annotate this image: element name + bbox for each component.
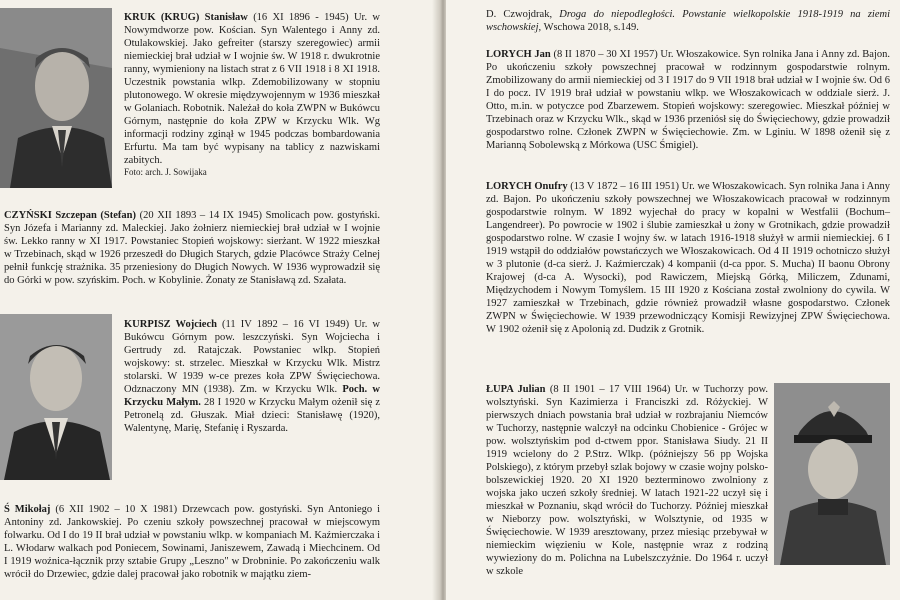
entry-lupa-name: ŁUPA Julian bbox=[486, 384, 546, 395]
entry-lorych-jan bbox=[486, 48, 890, 152]
entry-lorych-onufry-dates: (13 V 1872 – 16 III 1951) bbox=[570, 181, 679, 192]
entry-kurpisz-burial: Poch. w Krzycku Małym. bbox=[124, 384, 381, 408]
entry-lorych-jan-name: LORYCH Jan bbox=[486, 49, 551, 60]
entry-czynski-dates: (20 XII 1893 – 14 IX 1945) bbox=[139, 210, 263, 221]
right-page bbox=[446, 0, 900, 600]
entry-kurpisz-text-1: Ur. w Bukówcu Górnym pow. leszczyński. Syn Wojciecha i Gertrudy zd. Ratajczak. Powstaniec wlkp. Stopień wojskowy: st. strzelec. Mieszkał w Krzycku Wlk. Mistrz stolarski. W 1939 w-ce prezes koła ZPW Święciechowa. Odznaczony MN (1938). Zm. w Krzycku Wlk. bbox=[124, 319, 380, 395]
entry-mikolaj bbox=[4, 503, 380, 581]
entry-lupa-dates: (8 II 1901 – 17 VIII 1964) bbox=[549, 384, 671, 395]
entry-lupa bbox=[486, 383, 768, 578]
portrait-photo-kurpisz bbox=[0, 314, 112, 480]
portrait-kurpisz-drawing bbox=[0, 314, 112, 480]
entry-kruk-name: KRUK (KRUG) Stanisław bbox=[124, 12, 248, 23]
entry-mikolaj-dates: (6 XII 1902 – 10 X 1981) bbox=[55, 504, 178, 515]
entry-kurpisz-name: KURPISZ Wojciech bbox=[124, 319, 217, 330]
entry-mikolaj-text: Drzewcach pow. gostyński. Syn Antoniego i Antoniny zd. Jankowskiej. Po czeniu szkoły powszechnej pracował w miejscowym folwarku. Od I do 19 II brał udział w powstaniu wlkp. w kompaniach M. Kaźmierczaka i L. Włodarw walkach pod Poniecem, Sowinami, Janiszewem, Zawadą i Miechcinem. Od I 1919 woźnica-łącznik przy sztabie Grupy „Leszno" w Drobninie. Po zakończeniu walk wrócił do Drzewiec, gdzie dalej pracował jako robotnik w majątku ziem- bbox=[4, 504, 381, 580]
entry-lorych-jan-dates: (8 II 1870 – 30 XI 1957) bbox=[553, 49, 658, 60]
entry-kruk-dates: (16 XI 1896 - 1945) bbox=[253, 12, 349, 23]
source-publication: Wschowa 2018, s.149. bbox=[543, 22, 639, 33]
portrait-lupa-drawing bbox=[774, 383, 890, 565]
entry-lorych-onufry-text: Ur. we Włoszakowicach. Syn rolnika Jana i Anny zd. Bajon. Po ukończeniu szkoły powszechnej we Włoszakowicach pracował w rodzinnym gospodarstwie rolnym. W 1892 wyjechał do pracy w kopalni w Westfalii (Bochum–Langendreer). Po powrocie w 1902 i ślubie zamieszkał u żony w Grotnikach, gdzie prowadził gospodarstwo rolne. W czasie I wojny św. w latach 1916-1918 służył w armii niemieckiej. 6 I 1919 wstąpił do oddziałów powstańczych we Włoszakowicach. Od 4 II 1919 ochotniczo służył w 3 plutonie (d-ca sierż. J. Kaźmierczak) 4 kompanii (d-ca ppor. S. Mucha) II baonu Obrony Krajowej (d-ca A. Wysocki), pod Rawiczem, Miejską Górką, Miliczem, Zdunami, Międzychodem i Nowym Tomyślem. 15 III 1920 z Kościana został zwolniony do cywila. W 1927 zamieszkał w Trzebinach, gdzie również prowadził własne gospodarstwo. Członek ZWPN w Święciechowie. W 1939 przewodniczący Komisji Rewizyjnej ZPW Święciechowa. W 1902 ożenił się z Apolonią zd. Dudzik z Grotnik. bbox=[486, 181, 891, 335]
entry-kruk bbox=[124, 11, 380, 178]
entry-czynski-name: CZYŃSKI Szczepan (Stefan) bbox=[4, 210, 137, 221]
entry-mikolaj-name: Ś Mikołaj bbox=[4, 504, 51, 515]
portrait-photo-kruk bbox=[0, 8, 112, 188]
entry-lorych-onufry bbox=[486, 180, 890, 336]
entry-kurpisz bbox=[124, 318, 380, 435]
entry-czynski bbox=[4, 209, 380, 287]
left-page bbox=[0, 0, 438, 600]
entry-kruk-text: Ur. w Nowymdworze pow. Kościan. Syn Walentego i Anny zd. Otulakowskiej. Jako gefreiter (starszy szeregowiec) armii niemieckiej brał udział w I wojnie św. W 1918 r. dwukrotnie ranny, wymieniony na listach strat z 6 VII 1918 i 8 XI 1918. Uczestnik powstania wlkp. Zdemobilizowany w stopniu plutonowego. W okresie międzywojennym w 1936 mieszkał w Golaniach. Robotnik. Należał do koła ZWPN w Bukówcu Górnym, następnie do koła ZPW w Krzycku Wlk. Wg informacji rodziny zginął w 1945 podczas bombardowania Erfurtu. Ma tam być wypisany na tablicy z nazwiskami zabitych. bbox=[124, 12, 380, 166]
entry-lorych-onufry-name: LORYCH Onufry bbox=[486, 181, 568, 192]
entry-kurpisz-dates: (11 IV 1892 – 16 VI 1949) bbox=[222, 319, 350, 330]
source-line bbox=[486, 8, 890, 34]
source-title: Droga do niepodległości. Powstanie wielkopolskie 1918-1919 na ziemi wschowskiej, bbox=[486, 9, 891, 33]
portrait-photo-lupa bbox=[774, 383, 890, 565]
portrait-kruk-drawing bbox=[0, 8, 112, 188]
photo-caption-kruk: Foto: arch. J. Sowijaka bbox=[124, 167, 207, 177]
entry-lupa-text: Ur. w Tuchorzy pow. wolsztyński. Syn Kazimierza i Franciszki zd. Różyckiej. W pierwszych dniach powstania brał udział w rozbrajaniu Niemców w Tuchorzy, następnie walczył na odcinku Chobienice - Grójec w pow. wolsztyńskim pod d-ctwem ppor. Stanisława Siudy. 21 II 1919 wcielony do 2 P.Strz. Wlkp. (późniejszy 56 pp Wojska Polskiego), z którym przebył szlak bojowy w czasie wojny polsko-bolszewickiej 1920. 20 XI 1920 bezterminowo zwolniony z wojska jako uczeń szkoły średniej. W latach 1921-22 uczył się i mieszkał w Poznaniu, skąd wrócił do Tuchorzy. Później mieszkał w Nieborzy pow. wolsztyński, w Wolsztynie, od 1935 w Święciechowie. W 1939 aresztowany, przez miesiąc przebywał w niemieckim więzieniu w Kole, następnie wraz z rodziną wywieziony do m. Polichna na Lubelszczyźnie. Do 1964 r. uczył w szkole bbox=[486, 384, 769, 577]
entry-czynski-text: Smolicach pow. gostyński. Syn Józefa i Marianny zd. Maleckiej. Jako żołnierz niemieckiej brał udział w I wojnie św. Lekko ranny w XI 1917. Powstaniec Stopień wojskowy: sierżant. W 1922 mieszkał w Trzebinach, skąd w 1926 przeszedł do Długich Starych, gdzie Placówce Straży Celnej pełnił funkcję strażnika. 35 przeniesiony do Długich Nowych. W 1936 wyprowadził się do Górki w pow. szyńskim. Poch. w Kobylinie. Żonaty ze Stanisławą zd. Szałata. bbox=[4, 210, 381, 286]
entry-kurpisz-text-2: 28 I 1920 w Krzycku Małym ożenił się z Petronelą zd. Głuszak. Miał dzieci: Stanisławę (1920), Walentynę, Marię, Stefanię i Ryszarda. bbox=[124, 397, 381, 434]
source-author: D. Czwojdrak, bbox=[486, 9, 553, 20]
entry-lorych-jan-text: Ur. Włoszakowice. Syn rolnika Jana i Anny zd. Bajon. Po ukończeniu szkoły powszechnej pracował w rodzinnym gospodarstwie rolnym. Zmobilizowany do armii niemieckiej od 3 I 1917 do 9 VII 1918 brał udział w I wojnie św. Od 6 I do pocz. IV 1919 brał udział w powstaniu wlkp. we Włoszakowicach w oddziale sierż. J. Otto, m.in. w potyczce pod Zbarzewem. Stopień wojskowy: szeregowiec. Mieszkał później w Trzebinach oraz w Krzycku Wlk., skąd w 1936 przeniósł się do Święciechowy, gdzie prowadził gospodarstwo rolne. Członek ZWPN w Święciechowie. Zm. w Lginiu. W 1898 ożenił się z Marianną Sobolewską z Mórkowa (USC Śmigiel). bbox=[486, 49, 891, 151]
